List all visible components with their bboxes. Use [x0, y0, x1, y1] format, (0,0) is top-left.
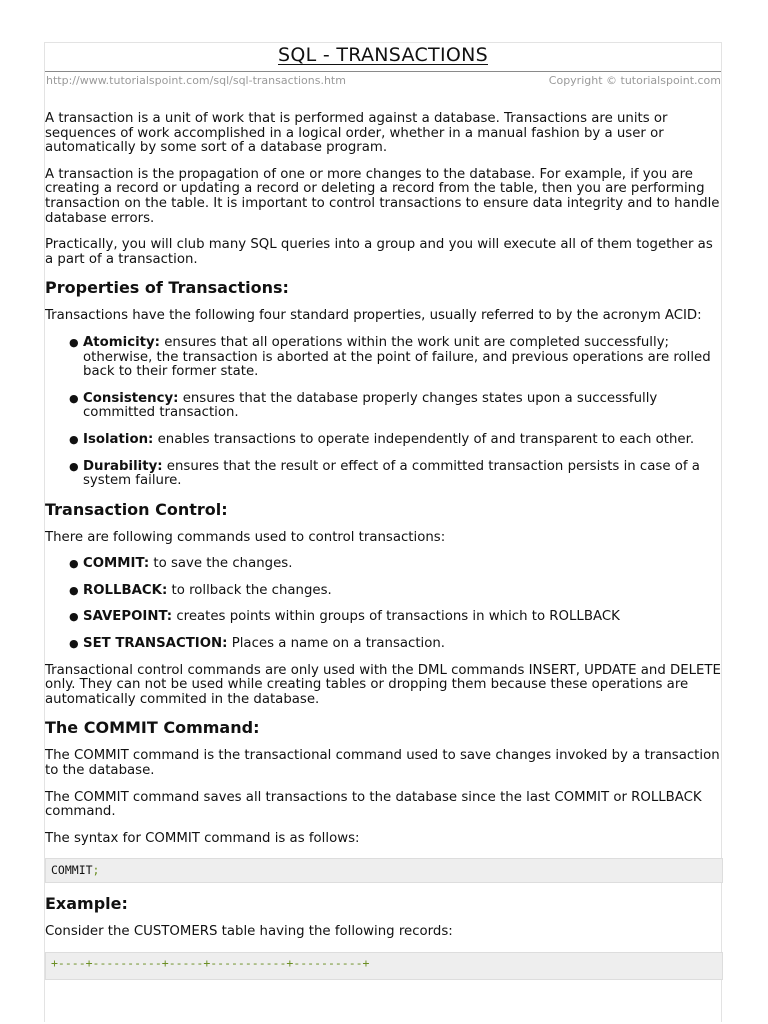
commit-heading: The COMMIT Command: [45, 718, 260, 738]
bullet-icon: ● [69, 459, 79, 473]
bullet-icon: ● [69, 335, 79, 349]
copyright-notice: Copyright © tutorialspoint.com [548, 74, 721, 87]
document-page [44, 42, 722, 1022]
bullet-icon: ● [69, 391, 79, 405]
acid-list [45, 336, 723, 489]
control-intro: There are following commands used to control transactions: [45, 529, 446, 545]
commit-paragraph-1: The COMMIT command is the transactional command used to save changes invoked by a transaction to the database. [45, 748, 720, 779]
intro-paragraph-3: Practically, you will club many SQL queries into a group and you will execute all of them together as a part of a transaction. [45, 237, 713, 267]
bullet-icon: ● [69, 610, 79, 624]
intro-paragraph-2: A transaction is the propagation of one or more changes to the database. For example, if you are creating a record or updating a record or deleting a record from the table, then you are performing transaction on the table. It is important to control transactions to ensure data integrity and to handle database errors. [45, 166, 720, 226]
customers-table-code: +----+----------+-----+-----------+----------+ [45, 952, 723, 980]
list-item: ● SET TRANSACTION: Places a name on a transaction. [69, 636, 446, 652]
page-url: http://www.tutorialspoint.com/sql/sql-transactions.htm [46, 74, 346, 87]
commit-paragraph-2: The COMMIT command saves all transactions to the database since the last COMMIT or ROLLBACK command. [45, 789, 702, 820]
intro-paragraph-1: A transaction is a unit of work that is performed against a database. Transactions are units or sequences of work accomplished in a logical order, whether in a manual fashion by a user or automatically by some sort of a database program. [45, 111, 668, 156]
control-heading: Transaction Control: [45, 499, 228, 519]
bullet-icon: ● [69, 557, 79, 571]
page-title: SQL - TRANSACTIONS [45, 43, 721, 72]
list-item: ● Durability: ensures that the result or effect of a committed transaction persists in case of a system failure. [69, 458, 700, 489]
list-item: ● Atomicity: ensures that all operations within the work unit are completed successfully; otherwise, the transaction is aborted at the point of failure, and previous operations are rolled back to their former state. [69, 334, 711, 380]
list-item: ● COMMIT: to save the changes. [69, 556, 293, 572]
example-heading: Example: [45, 894, 128, 914]
control-list [45, 557, 723, 651]
control-note: Transactional control commands are only used with the DML commands INSERT, UPDATE and DELETE only. They can not be used while creating tables or dropping them because these operations are automatically commited in the database. [45, 662, 721, 707]
list-item: ● Consistency: ensures that the database properly changes states upon a successfully committed transaction. [69, 390, 658, 421]
list-item: ● SAVEPOINT: creates points within groups of transactions in which to ROLLBACK [69, 609, 620, 625]
commit-paragraph-3: The syntax for COMMIT command is as follows: [45, 830, 360, 846]
bullet-icon: ● [69, 637, 79, 651]
bullet-icon: ● [69, 432, 79, 446]
article-body [45, 112, 723, 980]
example-paragraph: Consider the CUSTOMERS table having the following records: [45, 924, 453, 940]
commit-code-block: COMMIT; [45, 858, 723, 883]
list-item: ● Isolation: enables transactions to operate independently of and transparent to each other. [69, 431, 695, 447]
properties-intro: Transactions have the following four standard properties, usually referred to by the acronym ACID: [45, 308, 702, 324]
list-item: ● ROLLBACK: to rollback the changes. [69, 582, 332, 598]
properties-heading: Properties of Transactions: [45, 278, 289, 298]
bullet-icon: ● [69, 583, 79, 597]
